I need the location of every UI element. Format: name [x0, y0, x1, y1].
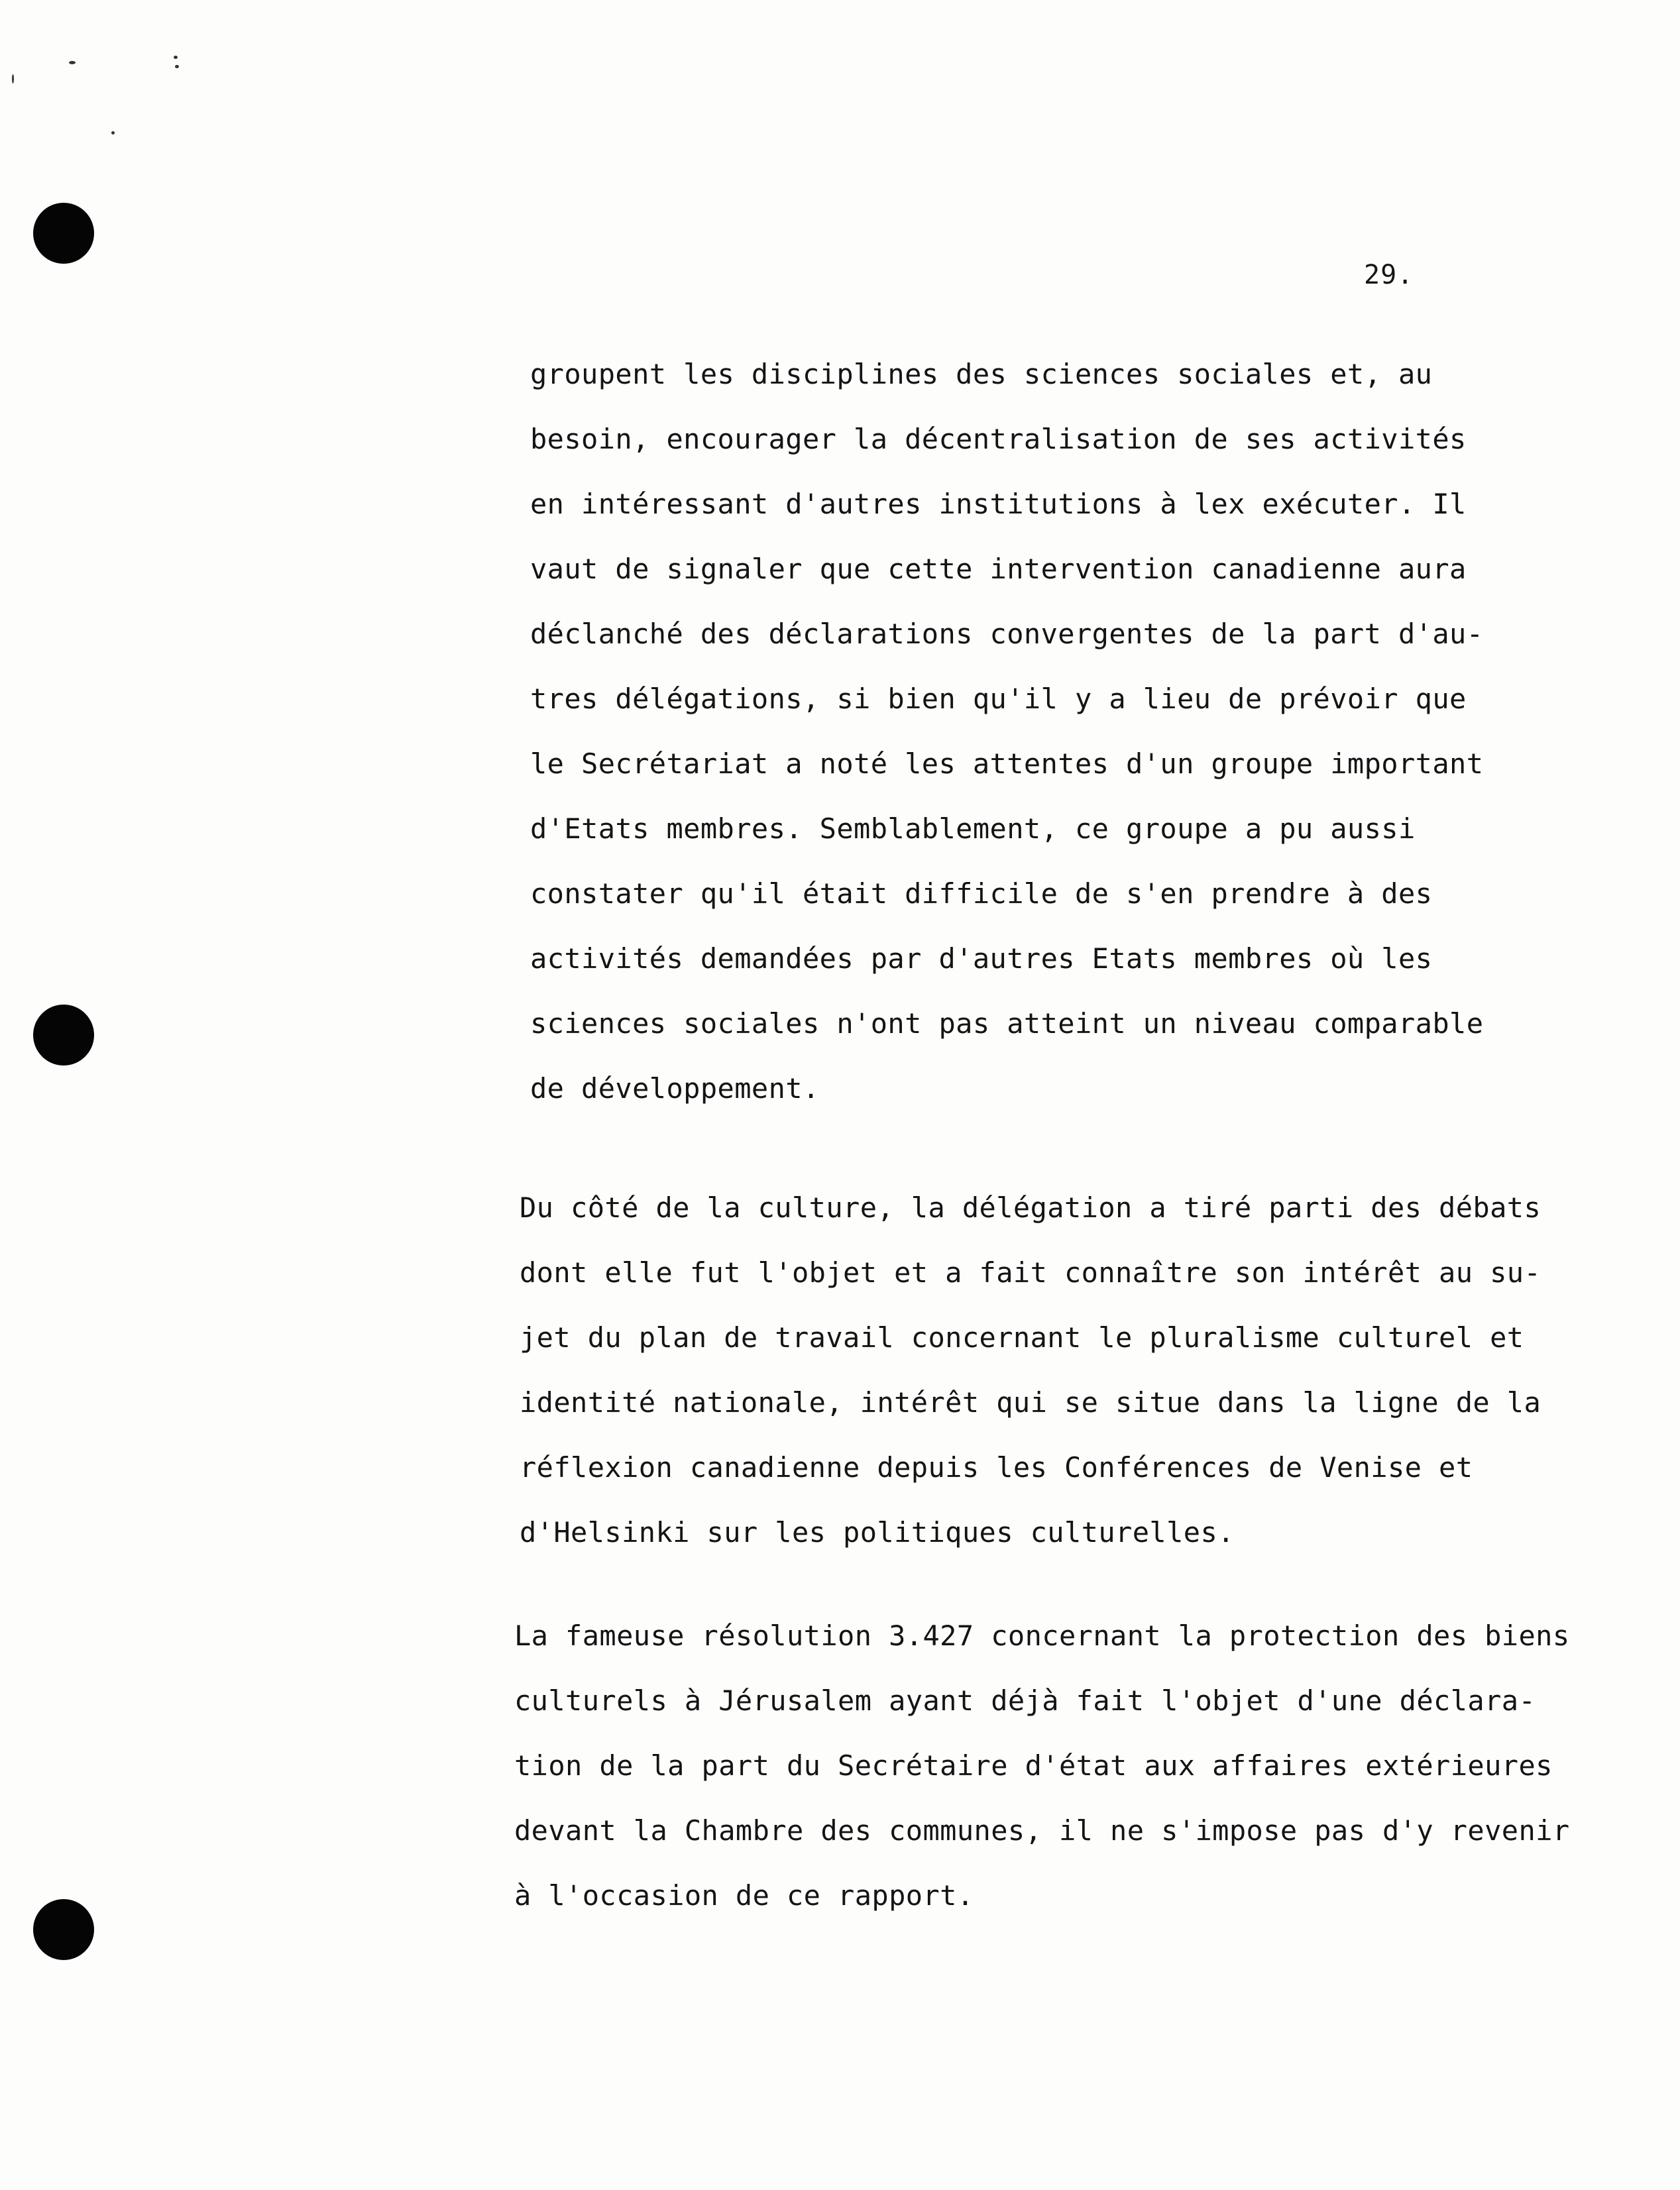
text-line: vaut de signaler que cette intervention canadienne aura	[530, 553, 1467, 585]
paragraph-social-sciences	[530, 342, 1483, 1121]
punch-hole-top	[33, 203, 94, 264]
page-number: 29.	[1364, 260, 1414, 290]
scan-speck	[111, 131, 115, 135]
text-line: La fameuse résolution 3.427 concernant la protection des biens	[514, 1619, 1570, 1652]
text-line: groupent les disciplines des sciences sociales et, au	[530, 358, 1433, 390]
text-line: identité nationale, intérêt qui se situe dans la ligne de la	[520, 1386, 1541, 1419]
text-line: constater qu'il était difficile de s'en prendre à des	[530, 877, 1433, 910]
scan-speck	[12, 74, 14, 83]
scan-speck	[69, 61, 76, 64]
text-line: devant la Chambre des communes, il ne s'impose pas d'y revenir	[514, 1814, 1570, 1847]
text-line: sciences sociales n'ont pas atteint un niveau comparable	[530, 1007, 1484, 1040]
text-line: réflexion canadienne depuis les Conférences de Venise et	[520, 1451, 1473, 1484]
text-line: activités demandées par d'autres Etats membres où les	[530, 942, 1433, 975]
scan-speck	[174, 56, 178, 59]
text-line: tres délégations, si bien qu'il y a lieu de prévoir que	[530, 683, 1467, 715]
text-line: déclanché des déclarations convergentes de la part d'au-	[530, 618, 1484, 650]
text-line: tion de la part du Secrétaire d'état aux affaires extérieures	[514, 1749, 1553, 1782]
paragraph-resolution	[514, 1604, 1570, 1928]
punch-hole-bottom	[33, 1899, 94, 1960]
text-line: à l'occasion de ce rapport.	[514, 1879, 974, 1912]
text-line: d'Etats membres. Semblablement, ce groupe a pu aussi	[530, 812, 1416, 845]
text-line: d'Helsinki sur les politiques culturelles.	[520, 1516, 1235, 1549]
scan-speck	[175, 65, 179, 68]
text-line: Du côté de la culture, la délégation a tiré parti des débats	[520, 1191, 1541, 1224]
text-line: culturels à Jérusalem ayant déjà fait l'objet d'une déclara-	[514, 1684, 1536, 1717]
punch-hole-middle	[33, 1005, 94, 1066]
text-line: le Secrétariat a noté les attentes d'un groupe important	[530, 747, 1484, 780]
paragraph-culture	[520, 1176, 1541, 1565]
text-line: de développement.	[530, 1072, 820, 1105]
text-line: jet du plan de travail concernant le pluralisme culturel et	[520, 1321, 1524, 1354]
text-line: besoin, encourager la décentralisation de ses activités	[530, 423, 1467, 455]
text-line: en intéressant d'autres institutions à lex exécuter. Il	[530, 488, 1467, 520]
text-line: dont elle fut l'objet et a fait connaître son intérêt au su-	[520, 1256, 1541, 1289]
